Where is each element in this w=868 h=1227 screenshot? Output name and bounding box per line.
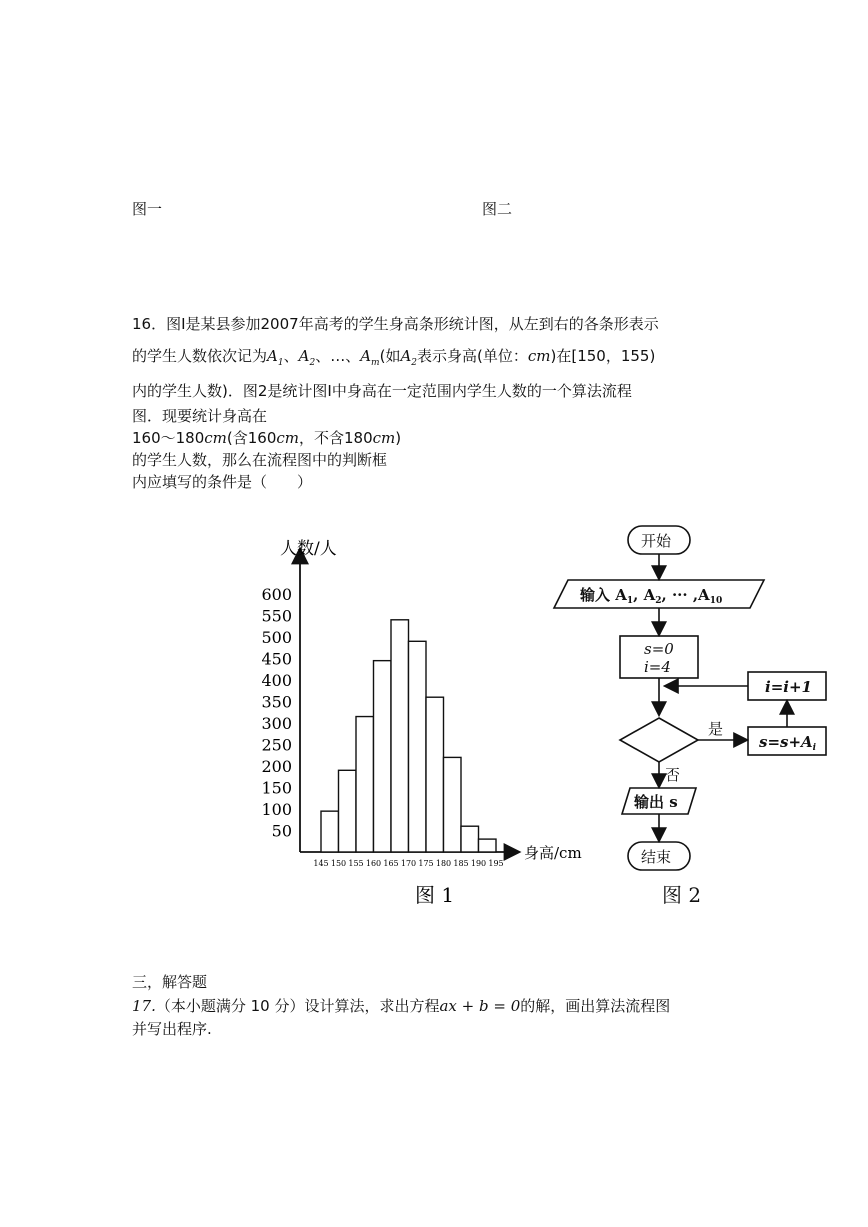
problem16-line3: 内的学生人数)．图2是统计图Ⅰ中身高在一定范围内学生人数的一个算法流程 bbox=[132, 382, 632, 400]
y-tick-label: 350 bbox=[261, 692, 292, 712]
histogram-bar bbox=[339, 770, 357, 852]
x-tick-label: 160 bbox=[365, 859, 382, 868]
fig-one-label: 图一 bbox=[132, 200, 163, 218]
histogram-bar bbox=[409, 641, 427, 852]
x-tick-label: 185 bbox=[453, 859, 469, 868]
problem16-line2 bbox=[132, 346, 655, 373]
section3-heading: 三，解答题 bbox=[132, 973, 208, 991]
end-label: 结束 bbox=[641, 848, 672, 866]
algorithm-flowchart bbox=[550, 522, 840, 912]
var-am-sub: m bbox=[371, 358, 380, 368]
x-tick-label: 155 bbox=[348, 859, 364, 868]
line5-cm2: cm bbox=[276, 429, 299, 447]
problem16-line4: 图．现要统计身高在 bbox=[132, 407, 268, 425]
y-axis-label: 人数/人 bbox=[280, 539, 337, 559]
y-tick-label: 250 bbox=[261, 735, 292, 755]
histogram-bar bbox=[444, 757, 462, 852]
input-label: 输入 $A_1$, $A_2$, ··· $,A_{10}$ bbox=[580, 586, 723, 606]
line2-c: 表示身高(单位： bbox=[417, 347, 528, 365]
sep1: 、 bbox=[283, 347, 299, 365]
histogram-bar bbox=[461, 826, 479, 852]
problem16-line1-text: 图Ⅰ是某县参加2007年高考的学生身高条形统计图，从左到右的各条形表示 bbox=[166, 315, 659, 333]
yes-label: 是 bbox=[708, 720, 724, 738]
q17-equation: ax + b = 0 bbox=[439, 997, 521, 1015]
y-tick-label: 450 bbox=[261, 649, 292, 669]
y-tick-label: 500 bbox=[261, 628, 292, 647]
problem16-line7: 内应填写的条件是（ ） bbox=[132, 473, 313, 491]
sep2: 、…、 bbox=[315, 347, 361, 365]
no-label: 否 bbox=[665, 766, 681, 784]
init-i-label: i=4 bbox=[644, 658, 671, 676]
init-s-label: s=0 bbox=[644, 640, 674, 658]
x-tick-label: 190 bbox=[470, 859, 487, 868]
var-am: A bbox=[360, 347, 372, 365]
x-tick-label: 150 bbox=[330, 859, 347, 868]
y-tick-label: 50 bbox=[271, 821, 292, 841]
histogram-bar bbox=[479, 839, 497, 852]
output-label: 输出 s bbox=[634, 793, 678, 811]
problem16-number: 16． bbox=[132, 315, 167, 333]
line2-a: 的学生人数依次记为 bbox=[132, 347, 268, 365]
q17-text-a: （本小题满分 10 分）设计算法，求出方程 bbox=[155, 997, 440, 1015]
line2-b: (如 bbox=[379, 347, 401, 365]
y-tick-label: 200 bbox=[261, 757, 292, 776]
histogram-bar bbox=[356, 717, 374, 852]
q17-text-b: 的解，画出算法流程图 bbox=[520, 997, 671, 1015]
x-tick-label: 145 bbox=[313, 859, 329, 868]
histogram-bar bbox=[321, 811, 339, 852]
histogram-bar bbox=[374, 661, 392, 852]
increment-label: i=i+1 bbox=[765, 678, 812, 696]
problem16-line1 bbox=[132, 314, 659, 334]
x-tick-label: 165 bbox=[383, 859, 399, 868]
var-a2: A bbox=[298, 347, 310, 365]
y-tick-label: 550 bbox=[261, 606, 292, 626]
var-a1-sub: 1 bbox=[277, 358, 284, 368]
q17-line1 bbox=[132, 996, 670, 1016]
y-tick-label: 100 bbox=[261, 800, 292, 819]
x-tick-label: 175 bbox=[418, 859, 434, 868]
line2-d: )在[150，155) bbox=[550, 347, 656, 365]
y-tick-label: 300 bbox=[261, 714, 292, 733]
unit-cm: cm bbox=[527, 347, 551, 365]
problem16-line6: 的学生人数，那么在流程图中的判断框 bbox=[132, 451, 388, 469]
figure2-caption: 图 2 bbox=[662, 883, 702, 907]
line5-cm1: cm bbox=[204, 429, 227, 447]
accumulate-label: $s=s+A_i$ bbox=[759, 733, 817, 753]
fig-two-label: 图二 bbox=[482, 200, 513, 218]
x-axis-label: 身高/cm bbox=[524, 844, 582, 862]
figure1-caption: 图 1 bbox=[415, 883, 455, 907]
line5-c: ，不含180 bbox=[299, 429, 373, 447]
problem16-line5 bbox=[132, 428, 401, 448]
y-tick-label: 400 bbox=[261, 671, 292, 690]
x-tick-label: 195 bbox=[488, 859, 504, 868]
y-tick-label: 600 bbox=[261, 585, 292, 604]
var-a2b-sub: 2 bbox=[411, 358, 418, 368]
x-tick-label: 180 bbox=[435, 859, 452, 868]
line5-cm3: cm bbox=[372, 429, 396, 447]
histogram-bar bbox=[426, 697, 444, 852]
var-a2b: A bbox=[400, 347, 412, 365]
line5-d: ) bbox=[395, 429, 402, 447]
line5-a: 160～180 bbox=[132, 429, 205, 447]
histogram-bar bbox=[391, 620, 409, 852]
q17-number: 17. bbox=[132, 997, 156, 1015]
line5-b: (含160 bbox=[226, 429, 277, 447]
var-a1: A bbox=[267, 347, 278, 365]
x-tick-label: 170 bbox=[400, 859, 417, 868]
decision-diamond[interactable] bbox=[620, 718, 698, 762]
var-a2-sub: 2 bbox=[309, 358, 316, 368]
y-tick-label: 150 bbox=[261, 778, 292, 798]
start-label: 开始 bbox=[641, 532, 672, 550]
q17-line2: 并写出程序. bbox=[132, 1020, 212, 1038]
